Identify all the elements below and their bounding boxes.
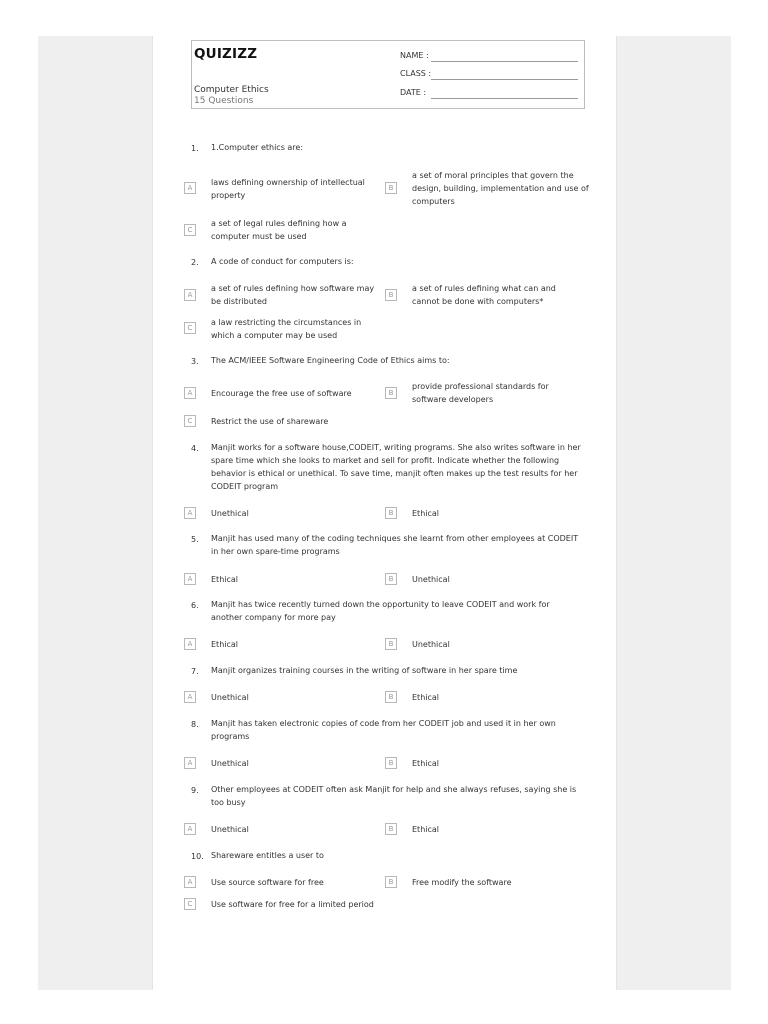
option-text: Unethical [412,640,450,649]
question-text: Other employees at CODEIT often ask Manjit for help and she always refuses, saying she is too busy [211,785,577,807]
option-text: a set of legal rules defining how a computer must be used [211,219,347,241]
option-letter-c: C [184,224,196,236]
option-text: Ethical [211,575,239,584]
option-letter-a: A [184,757,196,769]
option-text: Unethical [211,693,249,702]
document-viewer[interactable] [38,36,731,990]
date-line [431,98,578,99]
option-text: laws defining ownership of intellectual property [211,178,365,200]
option-text: Encourage the free use of software [211,389,352,398]
question-number: 10. [191,852,204,861]
option-letter-a: A [184,823,196,835]
question-number: 6. [191,601,199,610]
option-letter-a: A [184,507,196,519]
quizizz-logo: QUIZIZZ [194,46,258,62]
option-letter-a: A [184,387,196,399]
option-letter-a: A [184,182,196,194]
question-text: Manjit has twice recently turned down the opportunity to leave CODEIT and work for another company for more pay [211,600,550,622]
name-label: NAME : [400,51,429,60]
option-letter-a: A [184,876,196,888]
option-text: Restrict the use of shareware [211,417,329,426]
option-text: Unethical [211,825,249,834]
option-text: Use software for free for a limited period [211,900,374,909]
option-text: Ethical [211,640,239,649]
option-text: a law restricting the circumstances in which a computer may be used [211,318,362,340]
worksheet-header [191,40,585,109]
option-text: a set of moral principles that govern the design, building, implementation and use of computers [412,171,589,206]
question-text: Manjit has used many of the coding techniques she learnt from other employees at CODEIT in her own spare-time programs [211,534,579,556]
option-text: a set of rules defining what can and cannot be done with computers* [412,284,556,306]
option-letter-a: A [184,573,196,585]
question-text: Manjit works for a software house,CODEIT, writing programs. She also writes software in her spare time which she looks to market and sell for profit. Indicate whether the following behavior is ethical or unethical. To save time, manjit often makes up the test results for her CODEIT program [211,443,581,491]
option-letter-b: B [385,387,397,399]
option-letter-b: B [385,757,397,769]
question-text: Shareware entitles a user to [211,851,324,860]
option-text: Ethical [412,759,440,768]
question-number: 8. [191,720,199,729]
option-letter-c: C [184,898,196,910]
option-text: Free modify the software [412,878,512,887]
question-text: A code of conduct for computers is: [211,257,354,266]
option-text: Ethical [412,825,440,834]
option-letter-b: B [385,289,397,301]
option-letter-b: B [385,507,397,519]
question-number: 2. [191,258,199,267]
worksheet-page [152,36,617,990]
option-letter-a: A [184,691,196,703]
option-text: Use source software for free [211,878,324,887]
date-label: DATE : [400,88,427,97]
option-letter-c: C [184,322,196,334]
question-number: 7. [191,667,199,676]
option-letter-b: B [385,638,397,650]
question-text: The ACM/IEEE Software Engineering Code of Ethics aims to: [211,356,450,365]
option-text: Unethical [211,509,249,518]
option-letter-b: B [385,823,397,835]
question-count: 15 Questions [194,96,254,106]
option-letter-c: C [184,415,196,427]
class-label: CLASS : [400,69,432,78]
quiz-title: Computer Ethics [194,85,269,95]
question-number: 5. [191,535,199,544]
question-text: Manjit has taken electronic copies of code from her CODEIT job and used it in her own programs [211,719,556,741]
question-number: 1. [191,144,199,153]
option-letter-a: A [184,638,196,650]
option-text: provide professional standards for software developers [412,382,549,404]
option-text: Unethical [412,575,450,584]
class-line [431,79,578,80]
question-text: 1.Computer ethics are: [211,143,304,152]
option-text: Unethical [211,759,249,768]
question-number: 4. [191,444,199,453]
option-text: Ethical [412,693,440,702]
option-letter-a: A [184,289,196,301]
option-text: a set of rules defining how software may be distributed [211,284,375,306]
option-letter-b: B [385,691,397,703]
option-letter-b: B [385,876,397,888]
question-number: 9. [191,786,199,795]
option-letter-b: B [385,573,397,585]
question-number: 3. [191,357,199,366]
option-letter-b: B [385,182,397,194]
question-text: Manjit organizes training courses in the writing of software in her spare time [211,666,518,675]
name-line [431,61,578,62]
option-text: Ethical [412,509,440,518]
